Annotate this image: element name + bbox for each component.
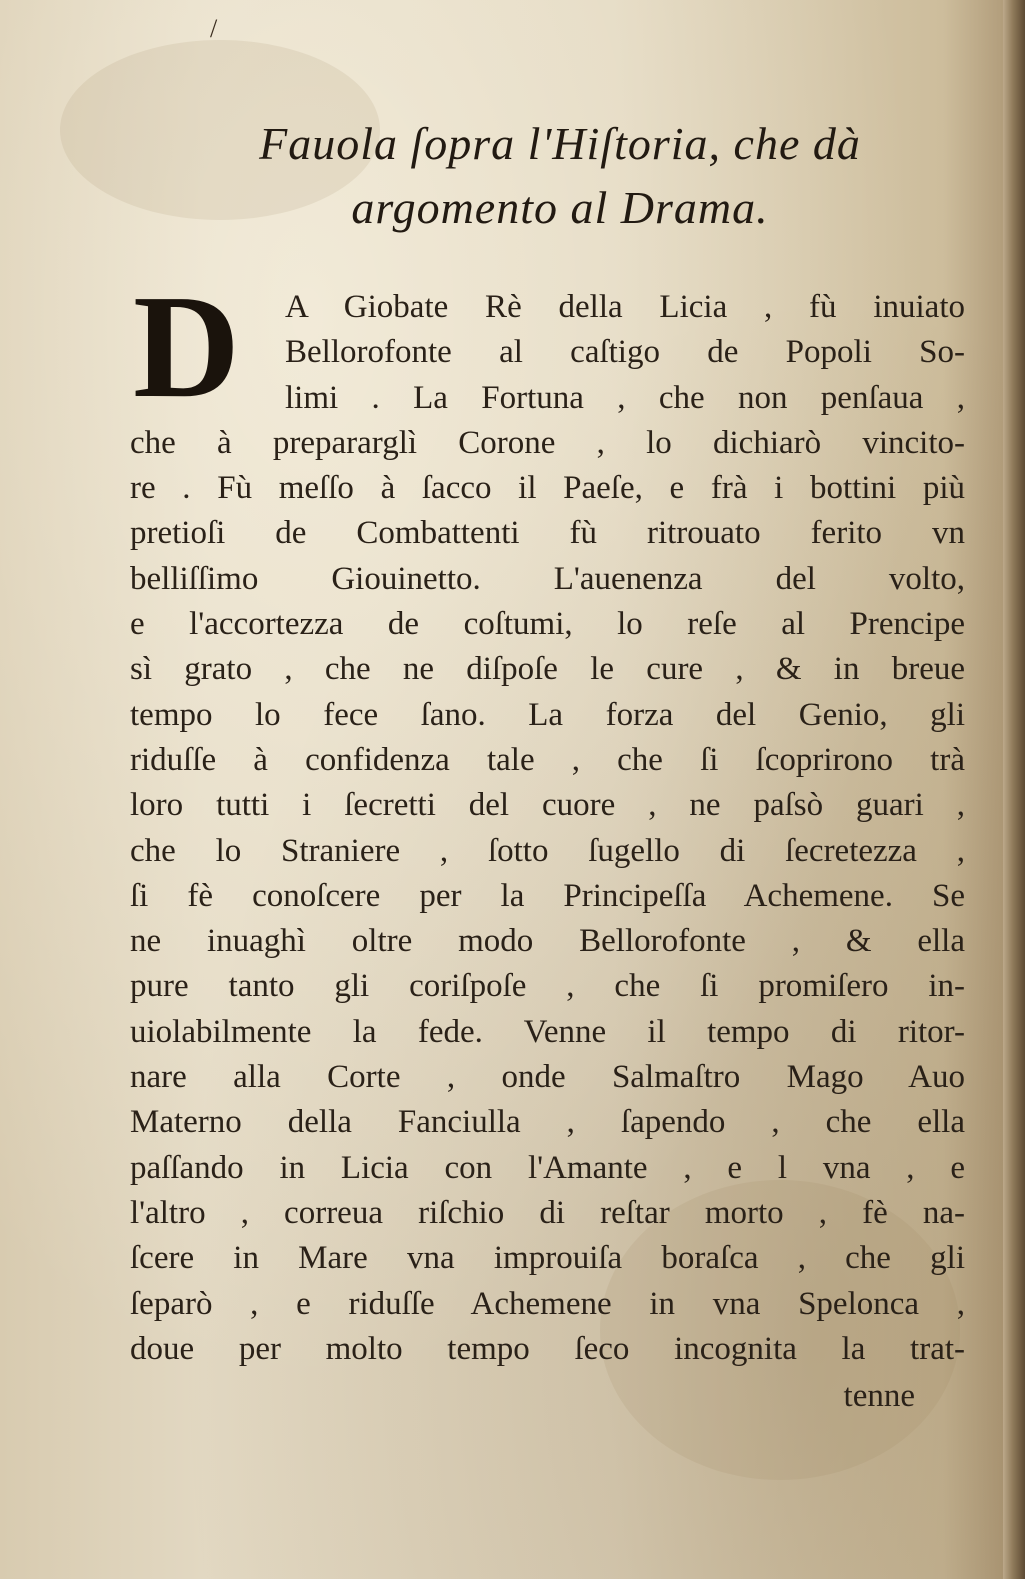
text-line: Materno della Fanciulla , ſapendo , che ella [130, 1104, 965, 1141]
text-line: re . Fù meſſo à ſacco il Paeſe, e frà i bottini più [130, 470, 965, 507]
text-line: uiolabilmente la fede. Venne il tempo di ritor- [130, 1013, 965, 1050]
text-line: doue per molto tempo ſeco incognita la trat- [130, 1330, 965, 1367]
text-line: ſcere in Mare vna improuiſa boraſca , che gli [130, 1240, 965, 1277]
title-line: Fauola ſopra l'Hiſtoria, che dà [259, 118, 861, 169]
text-line: A Giobate Rè della Licia , fù inuiato [285, 289, 965, 325]
text-line: ſi fè conoſcere per la Principeſſa Achemene. Se [130, 877, 965, 914]
text-line: l'altro , correua riſchio di reſtar morto , fè na- [130, 1194, 965, 1231]
body-text [130, 285, 965, 1372]
text-line: che lo Straniere , ſotto ſugello di ſecretezza , [130, 832, 965, 869]
catchword: tenne [843, 1378, 915, 1414]
text-line: paſſando in Licia con l'Amante , e l vna , e [130, 1149, 965, 1186]
text-line: e l'accortezza de coſtumi, lo reſe al Prencipe [130, 606, 965, 643]
text-line: riduſſe à confidenza tale , che ſi ſcoprirono trà [130, 741, 965, 778]
text-line: sì grato , che ne diſpoſe le cure , & in breue [130, 651, 965, 688]
text-line: Bellorofonte al caſtigo de Popoli So- [285, 334, 965, 371]
text-line: loro tutti i ſecretti del cuore , ne paſsò guari , [130, 787, 965, 824]
page-gutter [1003, 0, 1025, 1579]
page-title [190, 112, 930, 240]
text-line: che à prepararglì Corone , lo dichiarò vincito- [130, 424, 965, 461]
drop-cap: D [133, 265, 240, 429]
text-line: limi . La Fortuna , che non penſaua , [285, 379, 965, 416]
title-line: argomento al Drama. [351, 182, 769, 233]
text-line: ſeparò , e riduſſe Achemene in vna Spelonca , [130, 1285, 965, 1322]
text-line: tempo lo fece ſano. La forza del Genio, gli [130, 696, 965, 733]
text-line: belliſſimo Giouinetto. L'auenenza del volto, [130, 560, 965, 597]
text-line: pretioſi de Combattenti fù ritrouato ferito vn [130, 515, 965, 552]
text-line: pure tanto gli coriſpoſe , che ſi promiſero in- [130, 968, 965, 1005]
corner-mark: / [210, 14, 218, 43]
text-line: ne inuaghì oltre modo Bellorofonte , & ella [130, 923, 965, 960]
text-line: nare alla Corte , onde Salmaſtro Mago Auo [130, 1059, 965, 1096]
